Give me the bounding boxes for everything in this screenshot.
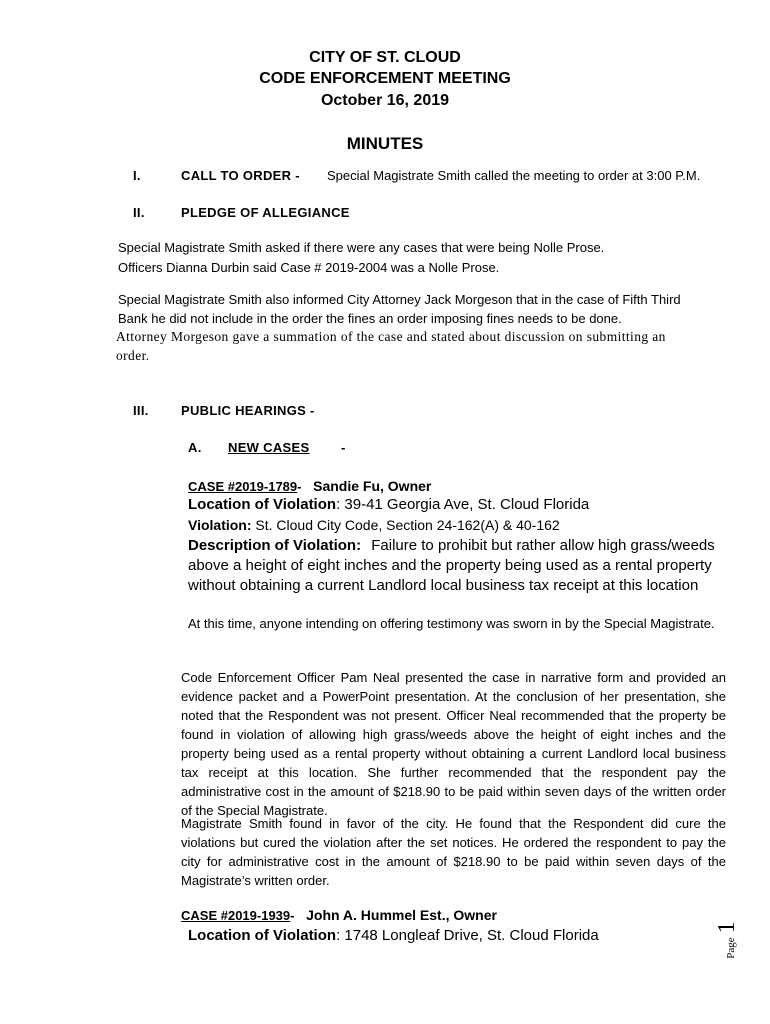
case-1-sworn-statement: At this time, anyone intending on offering testimony was sworn in by the Special Magistrate. — [188, 616, 715, 631]
intro-line-5: Attorney Morgeson gave a summation of the case and stated about discussion on submitting an — [116, 329, 666, 344]
new-cases-dash: - — [341, 440, 346, 455]
case-1-description — [188, 537, 715, 554]
case-1-narrative: Code Enforcement Officer Pam Neal presented the case in narrative form and provided an evidence packet and a PowerPoint presentation. At the conclusion of her presentation, she noted that the Respondent was not present. Officer Neal recommended that the property be found in violation of allowing high grass/weeds above the height of eight inches and the property being used as a rental property without obtaining a current Landlord local business tax receipt at this location. She further recommended that the respondent pay the administrative cost in the amount of $218.90 to be paid within seven days of the written order of the Special Magistrate. — [181, 670, 726, 818]
case-2-location — [188, 927, 599, 944]
pledge-label: PLEDGE OF ALLEGIANCE — [181, 205, 350, 220]
section-3-numeral: III. — [133, 403, 149, 418]
section-1-numeral: I. — [133, 168, 141, 183]
page-number-value: 1 — [714, 921, 740, 934]
case-2-number: CASE #2019-1939 — [181, 908, 291, 923]
case-2-location-value: : 1748 Longleaf Drive, St. Cloud Florida — [336, 927, 599, 944]
case-1-location-value: : 39-41 Georgia Ave, St. Cloud Florida — [336, 496, 590, 513]
case-1-dash: - — [297, 479, 302, 494]
section-2-numeral: II. — [133, 205, 145, 220]
case-2-owner: John A. Hummel Est., Owner — [306, 907, 497, 923]
case-1-description-label: Description of Violation: — [188, 537, 362, 554]
minutes-heading: MINUTES — [346, 134, 424, 153]
case-1-location-label: Location of Violation — [188, 496, 337, 513]
subsection-a-letter: A. — [188, 440, 202, 455]
meeting-date: October 16, 2019 — [320, 92, 450, 109]
case-2-dash: - — [290, 908, 295, 923]
intro-line-2: Officers Dianna Durbin said Case # 2019-2004 was a Nolle Prose. — [118, 260, 500, 275]
intro-line-4: Bank he did not include in the order the fines an order imposing fines needs to be done. — [118, 311, 622, 326]
case-1-ruling: Magistrate Smith found in favor of the city. He found that the Respondent did cure the violations but cured the violation after the set notices. He ordered the respondent to pay the city for administrative cost in the amount of $218.90 to be paid within seven days of the Magistrate’s written order. — [181, 816, 726, 888]
intro-line-1: Special Magistrate Smith asked if there were any cases that were being Nolle Prose. — [118, 240, 605, 255]
page-number — [714, 910, 754, 970]
public-hearings-label: PUBLIC HEARINGS - — [181, 403, 315, 418]
case-1-heading — [188, 478, 431, 494]
page-word: Page — [725, 937, 737, 959]
case-2-location-label: Location of Violation — [188, 927, 337, 944]
case-1-owner: Sandie Fu, Owner — [313, 478, 432, 494]
intro-line-3: Special Magistrate Smith also informed City Attorney Jack Morgeson that in the case of Fifth Third — [118, 292, 681, 307]
case-1-description-line-2: above a height of eight inches and the property being used as a rental property — [188, 557, 712, 574]
case-1-description-line-3: without obtaining a current Landlord local business tax receipt at this location — [188, 577, 699, 594]
meeting-title: CODE ENFORCEMENT MEETING — [259, 70, 511, 87]
case-1-violation-label: Violation: — [188, 517, 252, 533]
case-2-heading — [181, 907, 497, 923]
case-1-violation-value: St. Cloud City Code, Section 24-162(A) & 40-162 — [255, 517, 560, 533]
case-1-number: CASE #2019-1789 — [188, 479, 298, 494]
city-title: CITY OF ST. CLOUD — [309, 49, 461, 66]
case-1-location — [188, 496, 589, 513]
call-to-order-text: Special Magistrate Smith called the meeting to order at 3:00 P.M. — [327, 168, 701, 183]
case-1-violation — [188, 517, 560, 533]
new-cases-label: NEW CASES — [228, 440, 310, 455]
call-to-order-label: CALL TO ORDER - — [181, 168, 300, 183]
intro-line-6: order. — [116, 348, 150, 363]
case-1-description-line-1: Failure to prohibit but rather allow high grass/weeds — [371, 537, 715, 554]
